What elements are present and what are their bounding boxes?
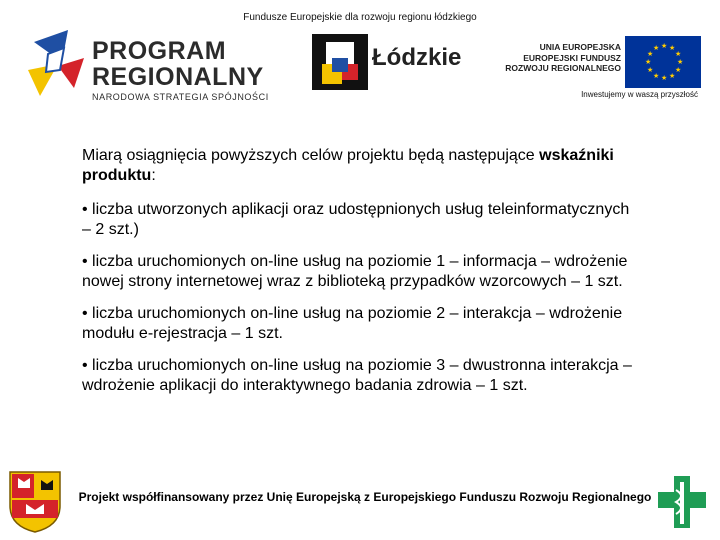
coat-of-arms-icon xyxy=(8,470,62,534)
eu-logo-line2: EUROPEJSKI FUNDUSZ xyxy=(523,52,621,63)
program-logo-line2: REGIONALNY xyxy=(92,63,264,91)
eu-logo-line1: UNIA EUROPEJSKA xyxy=(539,42,621,52)
program-logo-line3: NARODOWA STRATEGIA SPÓJNOŚCI xyxy=(92,92,269,102)
svg-text:★: ★ xyxy=(645,58,652,66)
svg-text:★: ★ xyxy=(661,42,668,50)
program-logo-line1: PROGRAM xyxy=(92,37,227,65)
svg-text:★: ★ xyxy=(647,66,654,74)
eu-logo-line3: ROZWOJU REGIONALNEGO xyxy=(505,63,621,73)
svg-text:★: ★ xyxy=(675,50,682,58)
svg-text:★: ★ xyxy=(675,66,682,74)
svg-text:★: ★ xyxy=(677,58,684,66)
intro-text: Miarą osiągnięcia powyższych celów projektu będą następujące xyxy=(82,147,535,164)
bullet-item: • liczba uruchomionych on-line usług na poziomie 3 – dwustronna interakcja – wdrożenie aplikacji do interaktywnego badania zdrowia – 1 szt. xyxy=(82,357,632,394)
intro-bold-text: wskaźniki produktu xyxy=(82,147,614,184)
svg-text:★: ★ xyxy=(669,72,676,80)
lodzkie-logo-label: Łódzkie xyxy=(372,44,462,71)
intro-paragraph xyxy=(82,146,638,186)
tagline: Inwestujemy w waszą przyszłość xyxy=(581,90,698,99)
medical-logo-icon xyxy=(654,472,710,532)
bullet-item: • liczba utworzonych aplikacji oraz udostępnionych usług teleinformatycznych – 2 szt.) xyxy=(82,201,630,238)
intro-suffix: : xyxy=(151,167,156,184)
bullet-item: • liczba uruchomionych on-line usług na poziomie 2 – interakcja – wdrożenie modułu e-rejestracja – 1 szt. xyxy=(82,305,623,342)
eu-flag-icon xyxy=(625,36,701,88)
svg-text:★: ★ xyxy=(653,44,660,52)
lodzkie-emblem-icon xyxy=(312,34,368,90)
top-caption: Fundusze Europejskie dla rozwoju regionu łódzkiego xyxy=(243,12,477,23)
svg-text:★: ★ xyxy=(669,44,676,52)
svg-text:★: ★ xyxy=(647,50,654,58)
program-regionalny-logo xyxy=(28,26,278,106)
svg-text:★: ★ xyxy=(653,72,660,80)
main-content xyxy=(82,146,638,408)
svg-text:★: ★ xyxy=(661,74,668,82)
program-star-icon xyxy=(28,26,92,106)
footer-text: Projekt współfinansowany przez Unię Europejską z Europejskiego Funduszu Rozwoju Regionalnego xyxy=(78,490,652,504)
eu-logo xyxy=(497,34,707,94)
lodzkie-logo xyxy=(312,34,472,94)
bullet-item: • liczba uruchomionych on-line usług na poziomie 1 – informacja – wdrożenie nowej strony internetowej wraz z biblioteką przypadków wzorcowych – 1 szt. xyxy=(82,253,628,290)
